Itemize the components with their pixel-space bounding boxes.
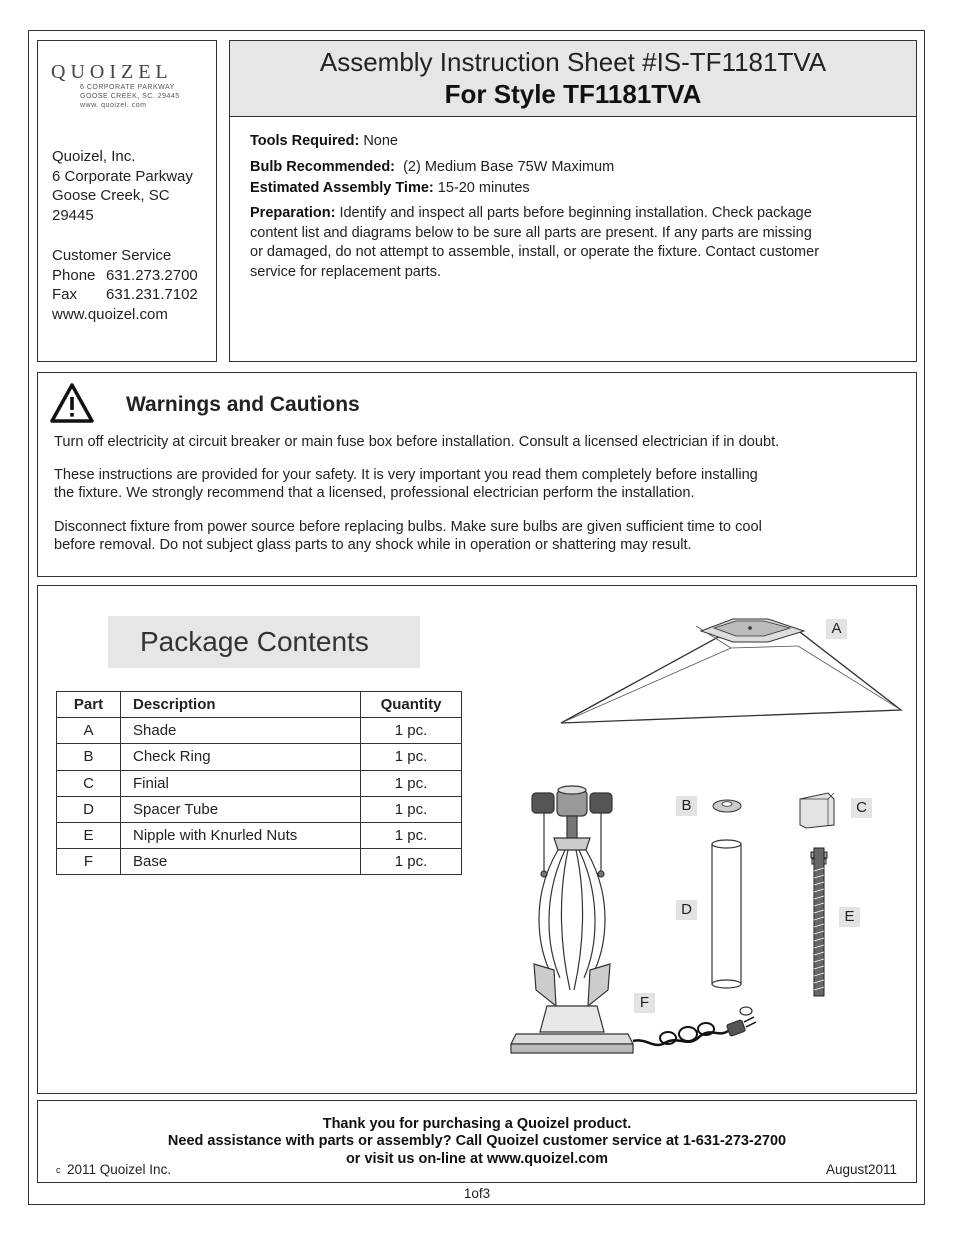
tools-value: None: [363, 133, 398, 149]
part-quantity: 1 pc.: [361, 822, 462, 848]
part-letter: D: [57, 796, 121, 822]
finial-illustration: [800, 793, 834, 828]
contact-website: www.quoizel.com: [52, 305, 168, 323]
instruction-header-box: [229, 40, 917, 362]
warnings-box: [37, 372, 917, 577]
company-info-box: [37, 40, 217, 362]
part-letter: E: [57, 822, 121, 848]
label-f: F: [634, 993, 655, 1013]
part-description: Check Ring: [121, 744, 361, 770]
warning-paragraph-3a: Disconnect fixture from power source before replacing bulbs. Make sure bulbs are given sufficient time to cool: [54, 519, 762, 535]
preparation-text-1: Identify and inspect all parts before beginning installation. Check package: [339, 205, 812, 221]
parts-illustration: [38, 586, 916, 1093]
preparation-line-2: content list and diagrams below to be sure all parts are present. If any parts are missing: [250, 224, 812, 241]
sheet-title: Assembly Instruction Sheet #IS-TF1181TVA: [319, 47, 827, 77]
header-quantity: Quantity: [361, 692, 462, 718]
preparation-label: Preparation:: [250, 205, 336, 221]
part-quantity: 1 pc.: [361, 796, 462, 822]
shade-illustration: [561, 619, 901, 723]
website-line: or visit us on-line at www.quoizel.com: [345, 1151, 609, 1167]
part-quantity: 1 pc.: [361, 770, 462, 796]
copyright-symbol: c: [56, 1165, 61, 1175]
assembly-time: [250, 179, 530, 199]
warnings-title: Warnings and Cautions: [126, 393, 360, 416]
footer-box: [37, 1100, 917, 1183]
fax-label: Fax: [52, 286, 78, 303]
part-letter: F: [57, 849, 121, 875]
quoizel-logo: QUOIZEL: [51, 61, 173, 83]
bulb-value: (2) Medium Base 75W Maximum: [403, 159, 615, 175]
tools-required: [250, 132, 398, 152]
contact-zip: 29445: [52, 206, 94, 224]
title-band: [230, 41, 916, 117]
package-contents-box: [37, 585, 917, 1094]
spacer-tube-illustration: [712, 840, 741, 988]
phone-label: Phone: [52, 266, 96, 284]
part-quantity: 1 pc.: [361, 718, 462, 744]
bulb-label: Bulb Recommended:: [250, 159, 396, 175]
part-description: Base: [121, 849, 361, 875]
bulb-recommended: [250, 158, 614, 178]
part-description: Spacer Tube: [121, 796, 361, 822]
label-e: E: [839, 907, 860, 927]
part-quantity: 1 pc.: [361, 849, 462, 875]
logo-address-2: GOOSE CREEK, SC. 29445: [80, 93, 180, 100]
fax-number: 631.231.7102: [106, 286, 198, 303]
label-b: B: [676, 796, 697, 816]
part-description: Nipple with Knurled Nuts: [121, 822, 361, 848]
part-letter: C: [57, 770, 121, 796]
logo-website: www. quoizel. com: [80, 102, 147, 109]
preparation-line-1: [250, 204, 812, 224]
contact-company: Quoizel, Inc.: [52, 148, 136, 165]
phone-number: 631.273.2700: [106, 266, 198, 284]
preparation-line-3: or damaged, do not attempt to assemble, install, or operate the fixture. Contact customer: [250, 244, 820, 260]
warning-paragraph-3b: before removal. Do not subject glass parts to any shock while in operation or shattering may result.: [54, 537, 692, 553]
warning-paragraph-2a: These instructions are provided for your safety. It is very important you read them completely before installing: [54, 467, 758, 483]
page-number: 1of3: [463, 1186, 491, 1201]
part-letter: A: [57, 718, 121, 744]
part-letter: B: [57, 744, 121, 770]
customer-service-label: Customer Service: [52, 247, 172, 264]
package-contents-title: Package Contents: [108, 616, 420, 668]
header-description: Description: [121, 692, 361, 718]
warning-triangle-icon: [50, 383, 94, 423]
preparation-line-4: service for replacement parts.: [250, 263, 441, 280]
nipple-illustration: [811, 848, 827, 996]
warning-paragraph-2b: the fixture. We strongly recommend that a licensed, professional electrician perform the installation.: [54, 485, 695, 501]
thank-you-line: Thank you for purchasing a Quoizel product.: [322, 1116, 632, 1132]
check-ring-illustration: [713, 800, 741, 812]
tools-label: Tools Required:: [250, 133, 360, 149]
warning-paragraph-1: Turn off electricity at circuit breaker or main fuse box before installation. Consult a licensed electrician if in doubt.: [54, 434, 780, 450]
contact-street: 6 Corporate Parkway: [52, 167, 193, 185]
label-c: C: [851, 798, 872, 818]
time-label: Estimated Assembly Time:: [250, 180, 434, 196]
contact-city: Goose Creek, SC: [52, 187, 170, 204]
header-part: Part: [57, 692, 121, 718]
label-a: A: [826, 619, 847, 639]
label-d: D: [676, 900, 697, 920]
part-quantity: 1 pc.: [361, 744, 462, 770]
part-description: Finial: [121, 770, 361, 796]
assistance-line: Need assistance with parts or assembly? Call Quoizel customer service at 1-631-273-2700: [167, 1133, 787, 1149]
style-title: For Style TF1181TVA: [444, 79, 702, 109]
time-value: 15-20 minutes: [437, 180, 530, 196]
revision-date: August2011: [825, 1162, 897, 1177]
logo-address-1: 6 CORPORATE PARKWAY: [80, 84, 175, 91]
part-description: Shade: [121, 718, 361, 744]
copyright-text: 2011 Quoizel Inc.: [67, 1162, 172, 1177]
